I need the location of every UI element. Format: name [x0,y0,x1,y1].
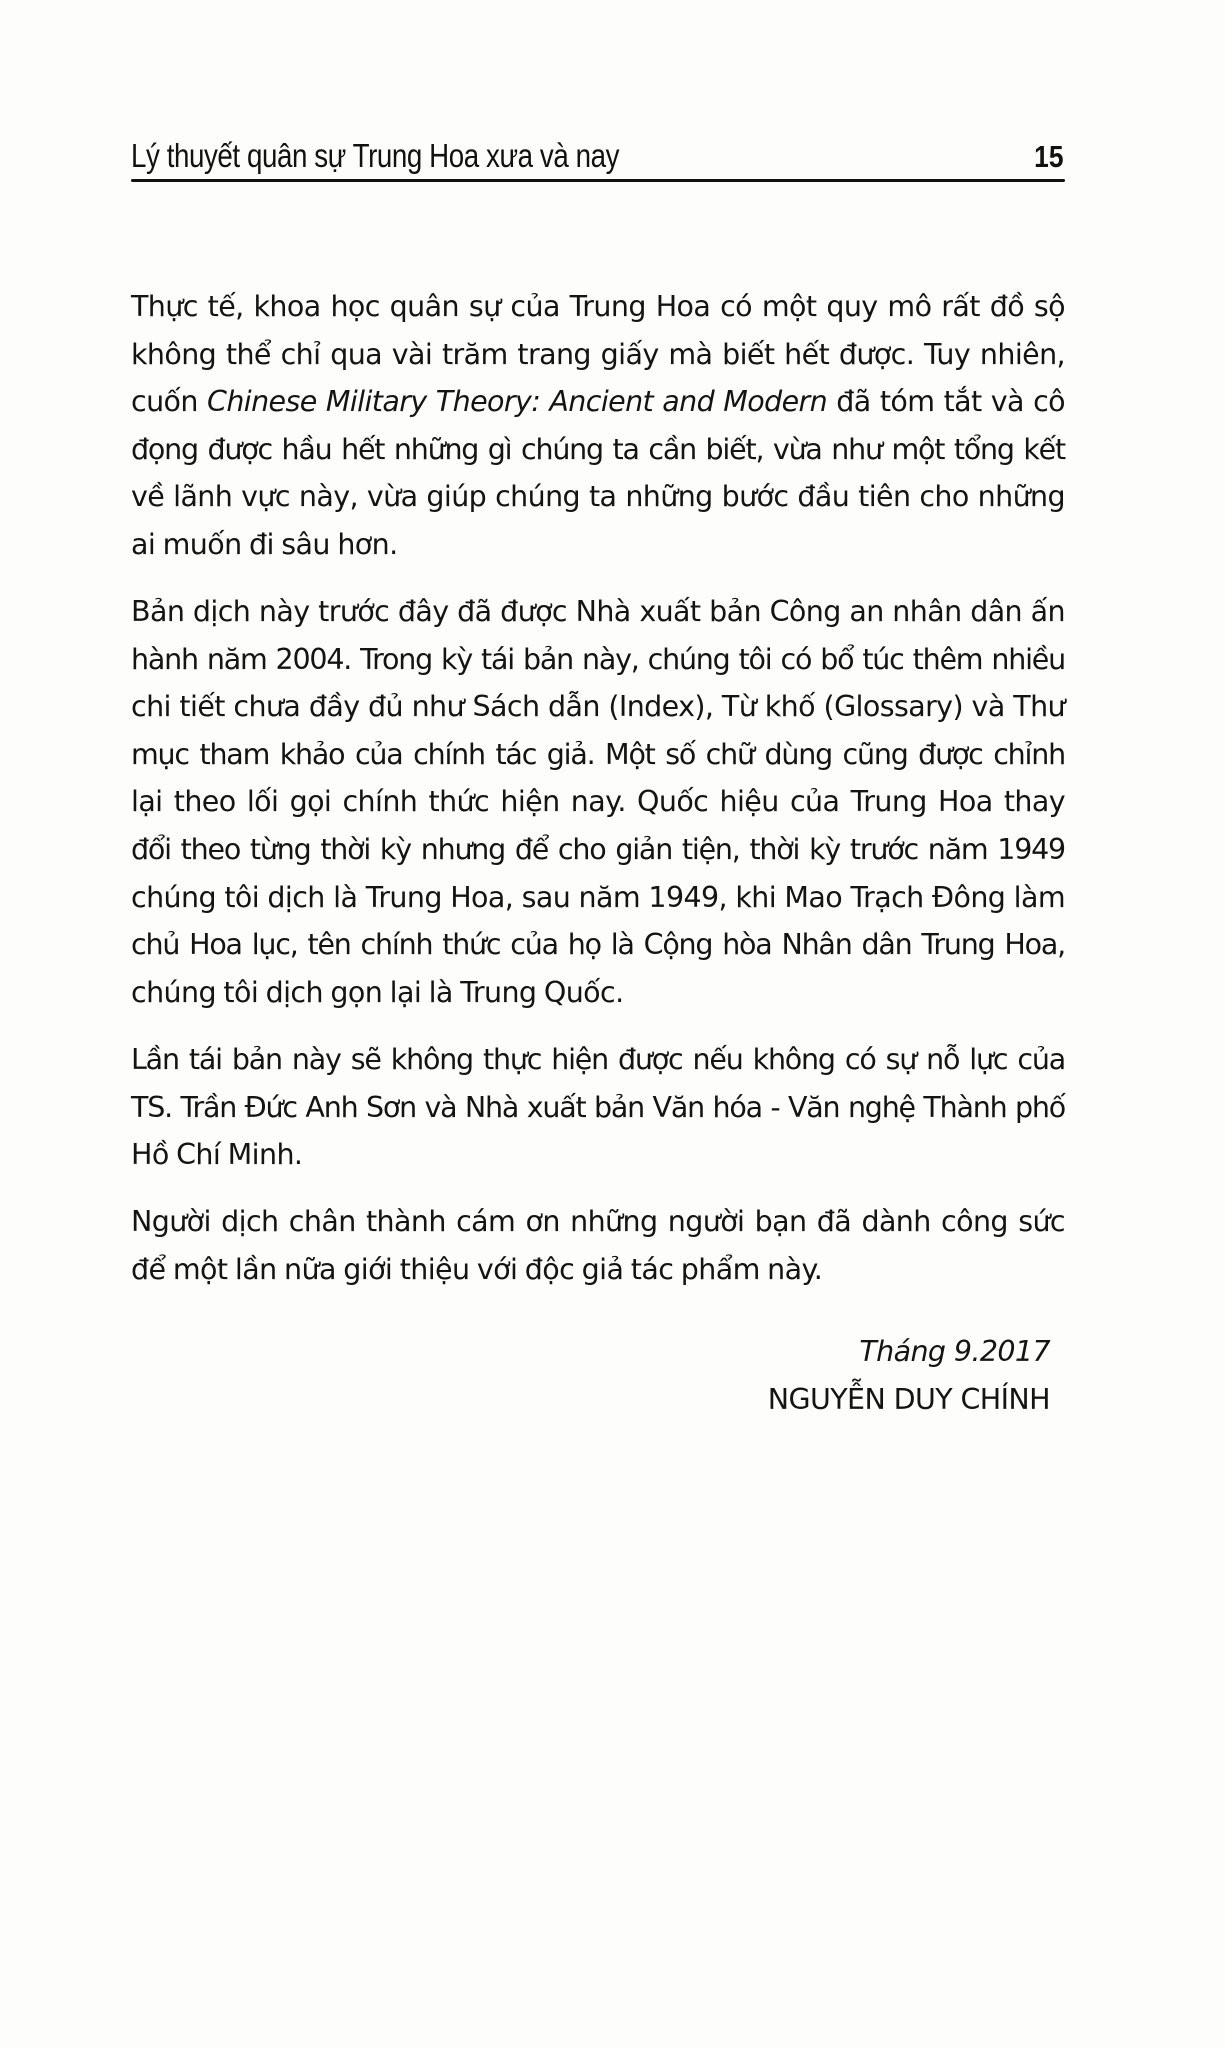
text-line: Thực tế, khoa học quân sự của Trung Hoa có một quy mô rất đồ sộ [131,290,1065,323]
text-line: TS. Trần Đức Anh Sơn và Nhà xuất bản Văn hóa - Văn nghệ Thành phố [131,1090,1065,1124]
text-line: chi tiết chưa đầy đủ như Sách dẫn (Index), Từ khố (Glossary) và Thư [131,690,1065,724]
text-line: mục tham khảo của chính tác giả. Một số chữ dùng cũng được chỉnh [131,737,1065,771]
text-line: để một lần nữa giới thiệu với độc giả tác phẩm này. [131,1252,823,1286]
text-line: Người dịch chân thành cám ơn những người bạn đã dành công sức [131,1205,1065,1239]
text-line: chủ Hoa lục, tên chính thức của họ là Cộng hòa Nhân dân Trung Hoa, [131,928,1065,962]
text-line: hành năm 2004. Trong kỳ tái bản này, chúng tôi có bổ túc thêm nhiều [131,642,1065,676]
translator-name: NGUYỄN DUY CHÍNH [767,1383,1050,1416]
body-text [131,283,1065,1313]
text-line: Lần tái bản này sẽ không thực hiện được nếu không có sự nỗ lực của [131,1042,1065,1076]
paragraph-2 [131,588,1065,1016]
text-run: cuốn [131,385,208,419]
text-line: ai muốn đi sâu hơn. [131,527,398,561]
text-line: đổi theo từng thời kỳ nhưng để cho giản tiện, thời kỳ trước năm 1949 [131,833,1065,867]
signature-block [768,1328,1050,1424]
header-rule [131,179,1065,182]
page-number: 15 [1033,139,1063,174]
book-title-italic: Chinese Military Theory: Ancient and Modern [207,385,828,419]
text-line [131,378,1065,426]
running-header [131,132,1065,182]
paragraph-1 [131,283,1065,569]
signature-date: Tháng 9.2017 [859,1335,1050,1368]
paragraph-3 [131,1036,1065,1179]
text-line: chúng tôi dịch gọn lại là Trung Quốc. [131,975,624,1009]
text-line: không thể chỉ qua vài trăm trang giấy mà biết hết được. Tuy nhiên, [131,337,1065,371]
text-line: lại theo lối gọi chính thức hiện nay. Quốc hiệu của Trung Hoa thay [131,785,1065,819]
text-run: đã tóm tắt và cô [827,385,1065,419]
text-line: về lãnh vực này, vừa giúp chúng ta những bước đầu tiên cho những [131,480,1065,514]
paragraph-4 [131,1198,1065,1293]
running-title: Lý thuyết quân sự Trung Hoa xưa và nay [131,137,620,174]
text-line: đọng được hầu hết những gì chúng ta cần biết, vừa như một tổng kết [131,432,1065,466]
text-line: chúng tôi dịch là Trung Hoa, sau năm 1949, khi Mao Trạch Đông làm [131,880,1065,914]
text-line: Hồ Chí Minh. [131,1138,303,1172]
text-line: Bản dịch này trước đây đã được Nhà xuất bản Công an nhân dân ấn [131,595,1065,629]
